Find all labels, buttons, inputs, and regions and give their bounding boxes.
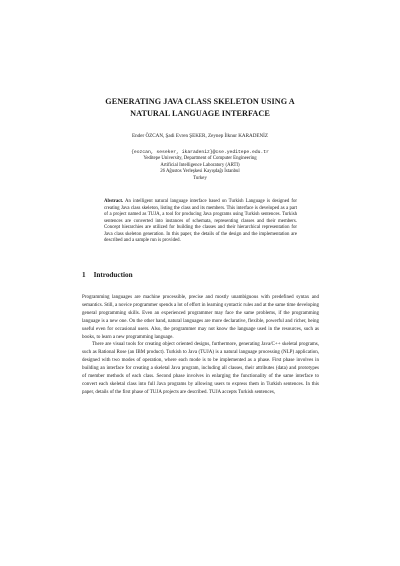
author-list: Ender ÖZCAN, Şadi Evren ŞEKER, Zeynep İlknur KARADENİZ bbox=[132, 133, 268, 139]
abstract-label: Abstract. bbox=[104, 199, 124, 204]
author-emails: {eozcan, seseker, ikaradeniz}@cse.yeditepe.edu.tr bbox=[131, 150, 269, 155]
section-number: 1 bbox=[82, 271, 86, 279]
title-line-2: NATURAL LANGUAGE INTERFACE bbox=[130, 109, 270, 118]
title-line-1: GENERATING JAVA CLASS SKELETON USING A bbox=[105, 97, 295, 106]
paper-title bbox=[60, 96, 340, 120]
body-paragraph: Programming languages are machine processible, precise and mostly unambiguous with predefined syntax and semantics. Still, a novice programmer spends a lot of effort in learning syntactic rules and at the same time developing general programming skills. Even an experienced programmer may face the same problems, if the programming language is a new one. On the other hand, natural languages are more declarative, flexible, powerful and richer, being useful even for occasional users. Also, the programmer may not know the language used in the resources, such as books, to learn a new programming language. bbox=[82, 295, 319, 340]
affiliation-block bbox=[60, 150, 340, 182]
affiliation-address: 26 Ağustos Yerleşkesi Kayışdağı İstanbul bbox=[160, 169, 240, 175]
section-title: Introduction bbox=[93, 271, 133, 279]
affiliation-lab: Artificial Intelligence Laboratory (ARTI) bbox=[160, 162, 240, 168]
affiliation-university: Yeditepe University, Department of Computer Engineering bbox=[143, 156, 257, 162]
section-body bbox=[82, 294, 319, 397]
abstract-text: An intelligent natural language interface based on Turkish Language is designed for creating Java class skeleton, listing the class and its members. This interface is developed as a part of a project named as TUJA, a tool for producing Java programs using Turkish sentences. Turkish sentences are converted into instances of schemata, representing classes and their members. Concept hierarchies are utilized for building the classes and their hierarchical representation for Java class skeleton generation. In this paper, the details of the design and the implementation are described and a sample run is provided. bbox=[104, 199, 297, 243]
affiliation-country: Turkey bbox=[193, 175, 207, 181]
body-paragraph: There are visual tools for creating object oriented designs, furthermore, generating Java/C++ skeletal programs, such as Rational Rose (an IBM product). Turkish to Java (TUJA) is a natural language processing (NLP) application, designed with two modes of operation, where each mode is to be implemented as a phase. First phase involves in building an interface for creating a skeletal Java program, including all classes, their attributes (data) and prototypes of member methods of each class. Second phase involves in enlarging the functionality of the same interface to convert each skeletal class into full Java programs by allowing users to express them in Turkish sentences. In this paper, details of the first phase of TUJA projects are described. TUJA accepts Turkish sentences, bbox=[82, 342, 319, 395]
abstract bbox=[104, 199, 297, 245]
section-heading bbox=[82, 271, 141, 279]
